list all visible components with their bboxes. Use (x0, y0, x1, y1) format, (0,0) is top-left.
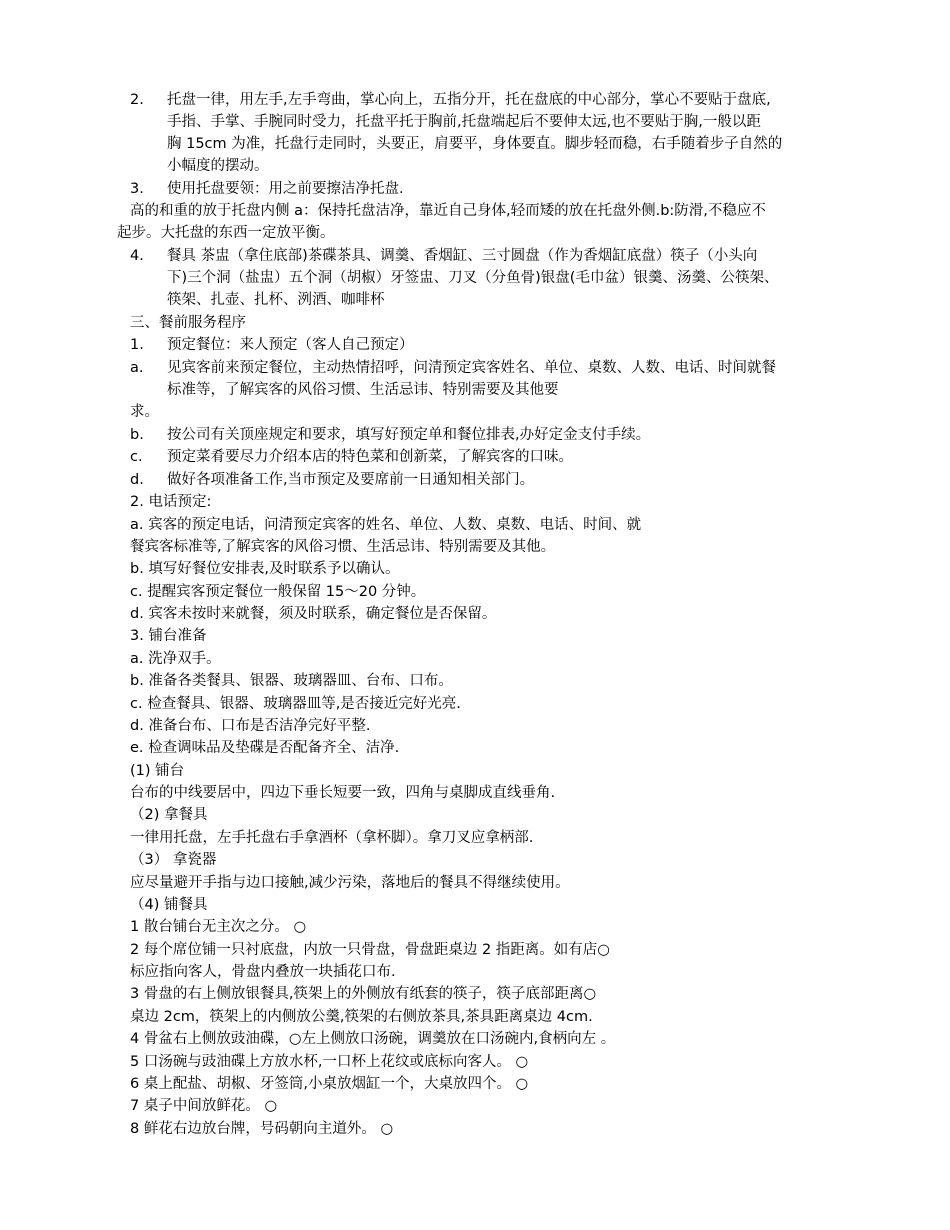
item-number: 1. (130, 337, 144, 353)
paragraph-line: 胸 15cm 为准，托盘行走同时，头要正，肩要平，身体要直。脚步轻而稳，右手随着步子自然的 (167, 136, 783, 152)
paragraph-line: 1 散台铺台无主次之分。 ○ (130, 919, 307, 935)
item-number: c. (130, 449, 143, 465)
paragraph-line: （4) 铺餐具 (130, 897, 208, 913)
paragraph-line: (1) 铺台 (130, 763, 185, 779)
item-number: a. (130, 360, 144, 376)
paragraph-line: 餐具 茶盅（拿住底部)茶碟茶具、调羹、香烟缸、三寸圆盘（作为香烟缸底盘）筷子（小头向 (167, 248, 758, 264)
paragraph-line: 标准等，了解宾客的风俗习惯、生活忌讳、特别需要及其他要 (167, 382, 559, 398)
paragraph-line: 按公司有关顶座规定和要求，填写好预定单和餐位排表,办好定金支付手续。 (167, 427, 651, 443)
item-number: 2. (130, 92, 144, 108)
paragraph-line: a. 宾客的预定电话，问清预定宾客的姓名、单位、人数、桌数、电话、时间、就 (130, 517, 642, 533)
paragraph-line: b. 准备各类餐具、银器、玻璃器皿、台布、口布。 (130, 673, 453, 689)
paragraph-line: 一律用托盘，左手托盘右手拿酒杯（拿杯脚）。拿刀叉应拿柄部. (130, 830, 534, 846)
paragraph-line: b. 填写好餐位安排表,及时联系予以确认。 (130, 561, 400, 577)
paragraph-line: 6 桌上配盐、胡椒、牙签筒,小桌放烟缸一个，大桌放四个。 ○ (130, 1076, 529, 1092)
item-number: b. (130, 427, 144, 443)
paragraph-line: 见宾客前来预定餐位，主动热情招呼，问清预定宾客姓名、单位、桌数、人数、电话、时间就餐 (167, 360, 776, 376)
item-number: 3. (130, 181, 144, 197)
paragraph-line: 4 骨盆右上侧放豉油碟，○左上侧放口汤碗，调羹放在口汤碗内,食柄向左 。 (130, 1031, 616, 1047)
paragraph-line: 标应指向客人，骨盘内叠放一块插花口布. (130, 964, 396, 980)
paragraph-line: 应尽量避开手指与边口接触,减少污染，落地后的餐具不得继续使用。 (130, 875, 570, 891)
paragraph-line: 求。 (130, 404, 159, 420)
section-heading: 三、餐前服务程序 (130, 315, 246, 331)
paragraph-line: 下)三个洞（盐盅）五个洞（胡椒）牙签盅、刀叉（分鱼骨)银盘(毛巾盆）银羹、汤羹、公筷架、 (167, 270, 779, 286)
paragraph-line: 小幅度的摆动。 (167, 158, 269, 174)
paragraph-line: 手指、手掌、手腕同时受力，托盘平托于胸前,托盘端起后不要伸太远,也不要贴于胸,一般以距 (167, 114, 761, 130)
paragraph-line: 托盘一律，用左手,左手弯曲，掌心向上，五指分开，托在盘底的中心部分，掌心不要贴于盘底, (167, 92, 771, 108)
paragraph-line: 预定餐位：来人预定（客人自己预定） (167, 337, 414, 353)
paragraph-line: 3. 铺台准备 (130, 628, 207, 644)
paragraph-line: 台布的中线要居中，四边下垂长短要一致，四角与桌脚成直线垂角. (130, 785, 556, 801)
paragraph-line: e. 检查调味品及垫碟是否配备齐全、洁净. (130, 740, 400, 756)
paragraph-line: d. 宾客未按时来就餐，须及时联系，确定餐位是否保留。 (130, 606, 497, 622)
paragraph-line: 使用托盘要领：用之前要擦洁净托盘. (167, 181, 404, 197)
paragraph-line: 做好各项准备工作,当市预定及要席前一日通知相关部门。 (167, 472, 535, 488)
paragraph-line: 筷架、扎壶、扎杯、洌酒、咖啡杯 (167, 292, 385, 308)
paragraph-line: c. 检查餐具、银器、玻璃器皿等,是否接近完好光亮. (130, 696, 461, 712)
paragraph-line: d. 准备台布、口布是否洁净完好平整. (130, 718, 371, 734)
paragraph-line: 5 口汤碗与豉油碟上方放水杯,一口杯上花纹或底标向客人。 ○ (130, 1054, 529, 1070)
paragraph-line: 8 鲜花右边放台牌，号码朝向主道外。 ○ (130, 1121, 394, 1137)
paragraph-line: 2 每个席位铺一只衬底盘，内放一只骨盘，骨盘距桌边 2 指距离。如有店○ (130, 942, 610, 958)
paragraph-line: 起步。大托盘的东西一定放平衡。 (117, 225, 335, 241)
paragraph-line: 7 桌子中间放鲜花。 ○ (130, 1098, 278, 1114)
paragraph-line: （2) 拿餐具 (130, 807, 208, 823)
item-number: 4. (130, 248, 144, 264)
paragraph-line: a. 洗净双手。 (130, 651, 221, 667)
paragraph-line: 桌边 2cm，筷架上的内侧放公羹,筷架的右侧放茶具,茶具距离桌边 4cm. (130, 1009, 593, 1025)
paragraph-line: 高的和重的放于托盘内侧 a：保持托盘洁净，靠近自己身体,轻而矮的放在托盘外侧.b:防滑,不稳应不 (130, 203, 766, 219)
paragraph-line: 预定菜肴要尽力介绍本店的特色菜和创新菜，了解宾客的口味。 (167, 449, 573, 465)
paragraph-line: 2. 电话预定: (130, 494, 212, 510)
paragraph-line: （3） 拿瓷器 (130, 852, 217, 868)
paragraph-line: 3 骨盘的右上侧放银餐具,筷架上的外侧放有纸套的筷子，筷子底部距离○ (130, 986, 597, 1002)
paragraph-line: c. 提醒宾客预定餐位一般保留 15～20 分钟。 (130, 584, 426, 600)
paragraph-line: 餐宾客标准等,了解宾客的风俗习惯、生活忌讳、特别需要及其他。 (130, 539, 556, 555)
item-number: d. (130, 472, 144, 488)
